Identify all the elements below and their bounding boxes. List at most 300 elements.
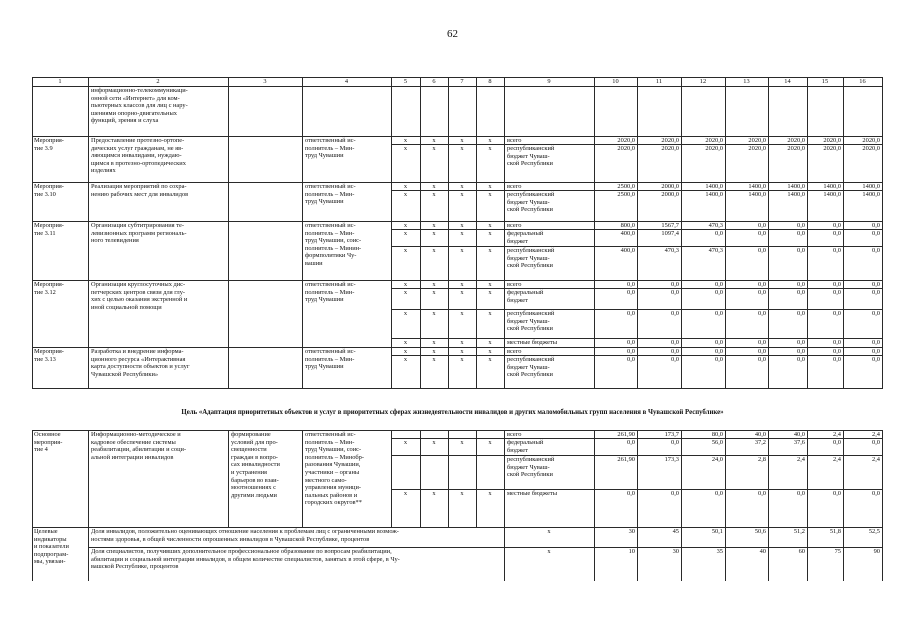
- column-number: 5: [403, 78, 408, 85]
- indicator-heading: подпрограм-: [34, 550, 69, 558]
- column-number: 13: [743, 78, 750, 85]
- indicator-value: 35: [716, 548, 723, 555]
- amount-cell: 2020,0: [748, 137, 766, 144]
- indicator-heading: индикаторы: [34, 535, 67, 543]
- responsible-executor: формполитики Чу-: [305, 252, 357, 260]
- amount-cell: 1400,0: [862, 183, 880, 190]
- measure-title: изделиях: [91, 167, 116, 175]
- cross-mark: x: [488, 191, 492, 198]
- measure-code: Мероприя-: [34, 281, 64, 288]
- amount-cell: 2020,0: [661, 145, 679, 152]
- amount-cell: 0,0: [758, 247, 766, 254]
- measure-title: ляющимся инвалидами, нуждаю-: [91, 152, 182, 160]
- responsible-executor: ответственный ис-: [305, 137, 356, 144]
- funding-source: ской Республики: [507, 371, 553, 379]
- amount-cell: 0,0: [797, 339, 805, 346]
- column-rule: [725, 77, 726, 389]
- measure-title: кадровое обеспечение системы: [91, 438, 176, 446]
- measure-code: Мероприя-: [34, 137, 64, 144]
- amount-cell: 1400,0: [862, 191, 880, 198]
- amount-cell: 2020,0: [748, 145, 766, 152]
- amount-cell: 0,0: [797, 348, 805, 355]
- cross-mark: x: [403, 289, 408, 296]
- measure-title: Организация субтитрирования те-: [91, 222, 184, 229]
- responsible-executor: вашии: [305, 260, 323, 267]
- amount-cell: 0,0: [715, 289, 723, 296]
- column-number: 12: [699, 78, 707, 85]
- amount-cell: 0,0: [671, 490, 679, 497]
- column-number: 16: [859, 78, 866, 85]
- amount-cell: 0,0: [872, 310, 880, 317]
- funding-source: республиканский: [507, 145, 555, 152]
- amount-cell: 470,3: [664, 247, 679, 254]
- indicator-heading: Целевые: [34, 528, 58, 535]
- indicator-heading: и показатели: [34, 543, 69, 551]
- amount-cell: 0,0: [758, 289, 766, 296]
- indicator-text: вашской Республике, процентов: [91, 563, 179, 571]
- amount-cell: 0,0: [758, 339, 766, 346]
- cross-mark: x: [432, 289, 436, 296]
- responsible-executor: ответственный ис-: [305, 222, 356, 229]
- funding-source: бюджет: [507, 296, 528, 304]
- measure-title: Чувашской Республики»: [91, 370, 159, 378]
- amount-cell: 2000,0: [661, 191, 679, 198]
- indicator-value: 51,2: [793, 528, 805, 535]
- funding-source: федеральный: [507, 230, 544, 237]
- amount-cell: 0,0: [872, 339, 880, 346]
- expected-result: моотношениях с: [231, 484, 276, 492]
- measure-title: пьютерных классов для лиц с нару-: [91, 102, 188, 110]
- measure-title: информационно-телекоммуникаци-: [91, 87, 188, 94]
- column-rule: [681, 77, 682, 389]
- indicator-value: 60: [798, 548, 805, 555]
- cross-mark: x: [488, 145, 492, 152]
- measure-title: Разработка и внедрение информа-: [91, 348, 184, 355]
- column-rule: [882, 77, 883, 389]
- cross-mark: x: [403, 356, 408, 363]
- cross-mark: x: [403, 490, 408, 497]
- cross-mark: x: [432, 183, 436, 190]
- responsible-executor: пальных районов и: [305, 491, 358, 499]
- measure-code: тие 3.9: [34, 144, 53, 152]
- cross-mark: x: [488, 222, 492, 229]
- amount-cell: 0,0: [833, 339, 841, 346]
- cross-mark: x: [547, 548, 551, 555]
- responsible-executor: ответственный ис-: [305, 183, 356, 190]
- amount-cell: 0,0: [797, 247, 805, 254]
- amount-cell: 0,0: [797, 289, 805, 296]
- amount-cell: 0,0: [758, 356, 766, 363]
- amount-cell: 0,0: [627, 289, 635, 296]
- funding-source: местные бюджеты: [507, 339, 558, 346]
- responsible-executor: труд Чувашии: [305, 296, 344, 304]
- responsible-executor: ответственный ис-: [305, 348, 356, 355]
- cross-mark: x: [403, 348, 408, 355]
- amount-cell: 0,0: [627, 281, 635, 288]
- amount-cell: 0,0: [872, 348, 880, 355]
- cross-mark: x: [488, 183, 492, 190]
- responsible-executor: труд Чувашии: [305, 152, 344, 160]
- funding-source: бюджет Чуваш-: [507, 317, 550, 325]
- funding-source: всего: [507, 348, 522, 355]
- funding-source: всего: [507, 431, 522, 438]
- amount-cell: 0,0: [715, 230, 723, 237]
- column-rule: [504, 527, 505, 581]
- column-rule: [843, 77, 844, 389]
- amount-cell: 0,0: [627, 356, 635, 363]
- cross-mark: x: [432, 310, 436, 317]
- amount-cell: 56,0: [711, 439, 723, 446]
- measure-title: ционного ресурса «Интерактивная: [91, 355, 186, 363]
- responsible-executor: участники – органы: [305, 469, 360, 476]
- funding-source: ской Республики: [507, 471, 553, 479]
- cross-mark: x: [488, 439, 492, 446]
- cross-mark: x: [488, 348, 492, 355]
- amount-cell: 0,0: [627, 439, 635, 446]
- column-rule: [420, 77, 421, 389]
- measure-code: Мероприя-: [34, 183, 64, 190]
- amount-cell: 0,0: [758, 230, 766, 237]
- responsible-executor: труд Чувашии: [305, 198, 344, 206]
- amount-cell: 0,0: [872, 222, 880, 229]
- column-rule: [504, 77, 505, 389]
- amount-cell: 0,0: [758, 281, 766, 288]
- funding-source: бюджет Чуваш-: [507, 198, 550, 206]
- cross-mark: x: [488, 490, 492, 497]
- responsible-executor: управления муници-: [305, 484, 362, 492]
- funding-source: всего: [507, 183, 522, 190]
- cross-mark: x: [488, 247, 492, 254]
- column-number: 10: [612, 78, 619, 85]
- amount-cell: 24,0: [711, 456, 723, 463]
- responsible-executor: полнитель – Мин-: [305, 144, 355, 152]
- amount-cell: 0,0: [797, 230, 805, 237]
- funding-source: республиканский: [507, 247, 555, 254]
- column-rule: [476, 77, 477, 389]
- measure-title: иной социальной помощи: [91, 303, 162, 311]
- measure-code: тие 3.12: [34, 288, 56, 296]
- cross-mark: x: [432, 490, 436, 497]
- measure-title: онной сети «Интернет» для ком-: [91, 94, 180, 102]
- column-rule: [448, 430, 449, 528]
- amount-cell: 0,0: [671, 356, 679, 363]
- measure-title: нению рабочих мест для инвалидов: [91, 190, 189, 198]
- amount-cell: 1400,0: [748, 191, 766, 198]
- measure-title: левизионных программ региональ-: [91, 229, 187, 237]
- amount-cell: 0,0: [671, 439, 679, 446]
- amount-cell: 0,0: [833, 281, 841, 288]
- cross-mark: x: [460, 348, 464, 355]
- amount-cell: 2020,0: [823, 137, 841, 144]
- amount-cell: 37,6: [793, 439, 805, 446]
- cross-mark: x: [460, 281, 464, 288]
- expected-result: другими людьми: [231, 491, 277, 499]
- measure-code: тие 3.13: [34, 355, 56, 363]
- amount-cell: 0,0: [627, 348, 635, 355]
- column-rule: [768, 527, 769, 581]
- indicator-value: 50,6: [754, 528, 766, 535]
- expected-result: сах инвалидности: [231, 461, 280, 469]
- cross-mark: x: [432, 247, 436, 254]
- column-rule: [882, 430, 883, 528]
- responsible-executor: полнитель – Мин-: [305, 229, 355, 237]
- cross-mark: x: [488, 281, 492, 288]
- amount-cell: 2020,0: [787, 137, 805, 144]
- funding-source: бюджет: [507, 446, 528, 454]
- column-rule: [302, 77, 303, 389]
- measure-title: Реализация мероприятий по сохра-: [91, 183, 187, 190]
- column-number: 2: [156, 78, 160, 85]
- amount-cell: 2020,0: [862, 145, 880, 152]
- amount-cell: 0,0: [797, 281, 805, 288]
- amount-cell: 0,0: [671, 281, 679, 288]
- cross-mark: x: [460, 289, 464, 296]
- funding-source: местные бюджеты: [507, 490, 558, 497]
- funding-source: федеральный: [507, 289, 544, 296]
- cross-mark: x: [432, 145, 436, 152]
- expected-result: барьеров во взаи-: [231, 476, 279, 484]
- column-rule: [681, 527, 682, 581]
- amount-cell: 0,0: [833, 490, 841, 497]
- amount-cell: 2,4: [833, 431, 841, 438]
- amount-cell: 2,4: [833, 456, 841, 463]
- amount-cell: 2020,0: [617, 137, 635, 144]
- column-rule: [882, 527, 883, 581]
- amount-cell: 470,3: [708, 222, 723, 229]
- cross-mark: x: [460, 490, 464, 497]
- amount-cell: 0,0: [872, 230, 880, 237]
- funding-source: республиканский: [507, 456, 555, 463]
- expected-result: свещенности: [231, 446, 267, 454]
- cross-mark: x: [432, 230, 436, 237]
- funding-source: бюджет: [507, 237, 528, 245]
- indicator-value: 90: [873, 548, 880, 555]
- measure-title: петчерских центров связи для глу-: [91, 288, 186, 296]
- cross-mark: x: [460, 222, 464, 229]
- responsible-executor: городских округов**: [305, 499, 362, 507]
- column-rule: [725, 430, 726, 528]
- column-rule: [594, 430, 595, 528]
- measure-title: альной интеграции инвалидов: [91, 453, 174, 461]
- amount-cell: 1400,0: [705, 191, 723, 198]
- amount-cell: 1400,0: [787, 191, 805, 198]
- cross-mark: x: [432, 439, 436, 446]
- indicator-text: абилитации и социальной интеграции инвалидов, в общем количестве специалистов, занятых в этой сфере, в Чу-: [91, 555, 400, 563]
- page-number: 62: [447, 28, 458, 40]
- cross-mark: x: [432, 222, 436, 229]
- cross-mark: x: [460, 191, 464, 198]
- column-rule: [637, 527, 638, 581]
- responsible-executor: полнитель – Мин-: [305, 190, 355, 198]
- cross-mark: x: [403, 310, 408, 317]
- amount-cell: 1400,0: [823, 191, 841, 198]
- column-rule: [88, 527, 89, 581]
- cross-mark: x: [403, 137, 408, 144]
- column-rule: [391, 77, 392, 389]
- column-rule: [391, 430, 392, 528]
- amount-cell: 80,0: [711, 431, 723, 438]
- column-rule: [807, 77, 808, 389]
- amount-cell: 173,3: [664, 456, 679, 463]
- amount-cell: 0,0: [627, 310, 635, 317]
- amount-cell: 2020,0: [862, 137, 880, 144]
- amount-cell: 0,0: [715, 348, 723, 355]
- cross-mark: x: [460, 183, 464, 190]
- measure-title: реабилитации, абилитации и соци-: [91, 446, 187, 454]
- amount-cell: 1400,0: [748, 183, 766, 190]
- column-number: 3: [263, 78, 267, 85]
- column-rule: [228, 77, 229, 389]
- amount-cell: 40,0: [754, 431, 766, 438]
- column-number: 11: [655, 78, 663, 85]
- amount-cell: 261,90: [617, 431, 635, 438]
- column-rule: [228, 430, 229, 528]
- responsible-executor: разования Чувашии,: [305, 461, 361, 469]
- amount-cell: 0,0: [872, 439, 880, 446]
- amount-cell: 2,8: [758, 456, 766, 463]
- measure-code: мероприя-: [34, 438, 63, 446]
- cross-mark: x: [432, 137, 436, 144]
- amount-cell: 0,0: [715, 490, 723, 497]
- column-rule: [637, 77, 638, 389]
- column-rule: [32, 77, 33, 389]
- measure-title: Предоставление протезно-ортопе-: [91, 137, 185, 144]
- amount-cell: 0,0: [872, 490, 880, 497]
- column-rule: [420, 430, 421, 528]
- cross-mark: x: [432, 339, 436, 346]
- cross-mark: x: [488, 310, 492, 317]
- column-rule: [637, 430, 638, 528]
- amount-cell: 2020,0: [787, 145, 805, 152]
- cross-mark: x: [488, 339, 492, 346]
- cross-mark: x: [403, 222, 408, 229]
- amount-cell: 2,4: [797, 456, 805, 463]
- amount-cell: 2020,0: [705, 137, 723, 144]
- indicator-text: Доля инвалидов, положительно оценивающих отношение населения к проблемам лиц с ограниченными возмож-: [91, 528, 399, 535]
- funding-source: всего: [507, 281, 522, 288]
- amount-cell: 0,0: [872, 356, 880, 363]
- responsible-executor: полнитель – Минин-: [305, 244, 362, 252]
- cross-mark: x: [403, 230, 408, 237]
- amount-cell: 0,0: [758, 310, 766, 317]
- amount-cell: 0,0: [797, 310, 805, 317]
- cross-mark: x: [460, 356, 464, 363]
- cross-mark: x: [460, 310, 464, 317]
- amount-cell: 0,0: [758, 222, 766, 229]
- amount-cell: 0,0: [797, 356, 805, 363]
- funding-source: бюджет Чуваш-: [507, 152, 550, 160]
- measure-title: Информационно-методическое и: [91, 431, 181, 438]
- column-number: 4: [344, 78, 349, 85]
- column-number: 1: [58, 78, 62, 85]
- amount-cell: 40,0: [793, 431, 805, 438]
- amount-cell: 2500,0: [617, 183, 635, 190]
- amount-cell: 1400,0: [705, 183, 723, 190]
- column-rule: [476, 430, 477, 528]
- cross-mark: x: [403, 281, 408, 288]
- amount-cell: 2500,0: [617, 191, 635, 198]
- amount-cell: 0,0: [671, 339, 679, 346]
- funding-source: республиканский: [507, 356, 555, 363]
- funding-source: бюджет Чуваш-: [507, 463, 550, 471]
- amount-cell: 0,0: [833, 247, 841, 254]
- amount-cell: 0,0: [758, 348, 766, 355]
- amount-cell: 0,0: [715, 281, 723, 288]
- responsible-executor: полнитель – Минобр-: [305, 453, 364, 461]
- cross-mark: x: [403, 439, 408, 446]
- responsible-executor: местного само-: [305, 476, 347, 484]
- responsible-executor: труд Чувашии: [305, 363, 344, 371]
- indicator-value: 30: [672, 548, 679, 555]
- amount-cell: 1400,0: [787, 183, 805, 190]
- measure-code: Мероприя-: [34, 348, 64, 355]
- amount-cell: 0,0: [833, 439, 841, 446]
- column-number: 9: [547, 78, 551, 85]
- cross-mark: x: [403, 339, 408, 346]
- column-rule: [448, 77, 449, 389]
- amount-cell: 261,90: [617, 456, 635, 463]
- amount-cell: 2020,0: [705, 145, 723, 152]
- cross-mark: x: [403, 191, 408, 198]
- cross-mark: x: [460, 137, 464, 144]
- indicator-text: ностями здоровья, в общей численности опрошенных инвалидов в Чувашской Республике, процентов: [91, 535, 370, 543]
- amount-cell: 2000,0: [661, 183, 679, 190]
- amount-cell: 0,0: [872, 281, 880, 288]
- indicator-value: 50,1: [711, 528, 723, 535]
- indicator-value: 45: [672, 528, 679, 535]
- amount-cell: 470,3: [708, 247, 723, 254]
- amount-cell: 0,0: [833, 348, 841, 355]
- amount-cell: 0,0: [833, 230, 841, 237]
- amount-cell: 400,0: [620, 230, 635, 237]
- funding-source: ской Республики: [507, 160, 553, 168]
- amount-cell: 0,0: [872, 289, 880, 296]
- column-number: 8: [488, 78, 492, 85]
- indicator-value: 75: [834, 548, 841, 555]
- column-rule: [807, 527, 808, 581]
- cross-mark: x: [488, 137, 492, 144]
- column-rule: [88, 430, 89, 528]
- funding-source: федеральный: [507, 439, 544, 446]
- indicator-value: 40: [759, 548, 766, 555]
- amount-cell: 800,0: [620, 222, 635, 229]
- amount-cell: 0,0: [872, 247, 880, 254]
- column-rule: [843, 430, 844, 528]
- responsible-executor: ответственный ис-: [305, 431, 356, 438]
- cross-mark: x: [432, 281, 436, 288]
- indicator-value: 51,8: [829, 528, 841, 535]
- amount-cell: 0,0: [627, 490, 635, 497]
- amount-cell: 0,0: [833, 310, 841, 317]
- cross-mark: x: [460, 439, 464, 446]
- column-number: 6: [432, 78, 436, 85]
- amount-cell: 2020,0: [617, 145, 635, 152]
- measure-code: тие 4: [34, 446, 48, 454]
- column-rule: [725, 527, 726, 581]
- amount-cell: 400,0: [620, 247, 635, 254]
- measure-title: Организация круглосуточных дис-: [91, 281, 186, 288]
- measure-code: тие 3.11: [34, 229, 56, 237]
- column-rule: [504, 430, 505, 528]
- measure-code: тие 3.10: [34, 190, 56, 198]
- indicator-value: 52,5: [868, 528, 880, 535]
- measure-title: карта доступности объектов и услуг: [91, 363, 190, 371]
- indicator-value: 10: [628, 548, 635, 555]
- column-number: 7: [460, 78, 464, 85]
- measure-code: Основное: [34, 431, 61, 438]
- amount-cell: 1400,0: [823, 183, 841, 190]
- funding-source: бюджет Чуваш-: [507, 254, 550, 262]
